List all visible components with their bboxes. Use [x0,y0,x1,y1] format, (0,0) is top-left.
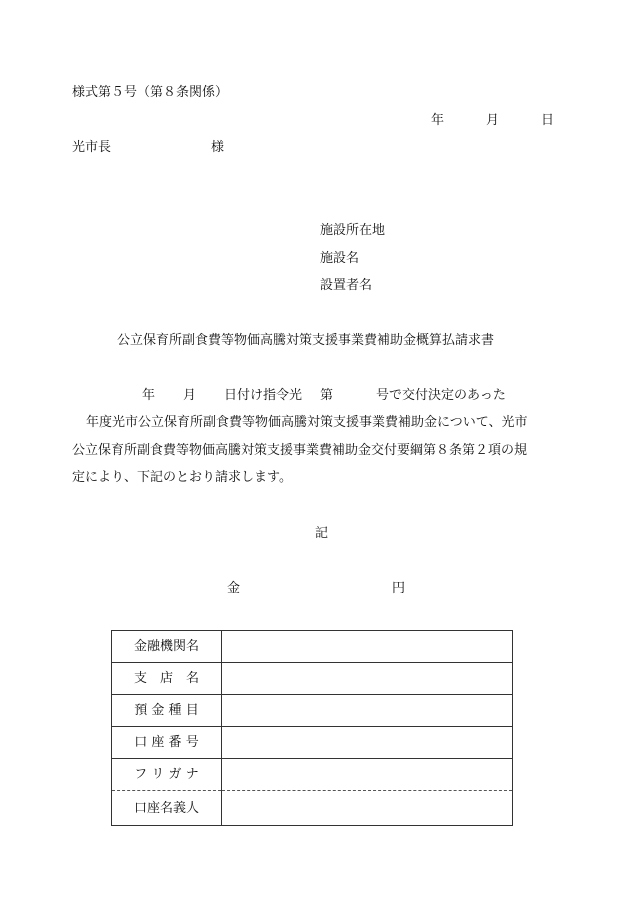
facility-address-label: 施設所在地 [320,223,386,238]
ref-date-text: 日付け指令光 [224,388,303,403]
bank-name-label: 金融機関名 [112,631,222,663]
table-row [112,727,513,759]
date-day: 日 [541,113,555,128]
body-line-3: 公立保育所副食費等物価高騰対策支援事業費補助金交付要綱第８条第２項の規 [72,443,528,458]
furigana-value[interactable] [222,759,513,791]
account-number-value[interactable] [222,727,513,759]
account-number-label: 口 座 番 号 [112,727,222,759]
branch-name-label: 支 店 名 [112,663,222,695]
body-line-2: 年度光市公立保育所副食費等物価高騰対策支援事業費補助金について、光市 [86,415,528,430]
deposit-type-value[interactable] [222,695,513,727]
table-row [112,663,513,695]
facility-name-label: 施設名 [320,251,360,266]
table-row [112,791,513,826]
founder-name-label: 設置者名 [320,278,373,293]
table-row [112,759,513,791]
bank-name-value[interactable] [222,631,513,663]
account-holder-label: 口座名義人 [112,791,222,826]
ref-month: 月 [183,388,197,403]
account-holder-value[interactable] [222,791,513,826]
date-year: 年 [431,113,445,128]
body-line-4: 定により、下記のとおり請求します。 [72,470,292,485]
form-number: 様式第５号（第８条関係） [72,85,229,100]
ref-dai: 第 [320,388,334,403]
table-row [112,631,513,663]
amount-unit: 円 [392,581,406,596]
table-row [112,695,513,727]
document-title: 公立保育所副食費等物価高騰対策支援事業費補助金概算払請求書 [117,333,495,348]
ki-heading: 記 [315,526,329,541]
date-month: 月 [486,113,500,128]
ref-issue-text: 号で交付決定のあった [376,388,506,403]
addressee-name: 光市長 [72,140,112,155]
deposit-type-label: 預 金 種 目 [112,695,222,727]
branch-name-value[interactable] [222,663,513,695]
addressee-honorific: 様 [211,140,225,155]
ref-year: 年 [142,388,156,403]
amount-label: 金 [227,581,241,596]
bank-account-table [111,630,513,826]
furigana-label: フ リ ガ ナ [112,759,222,791]
